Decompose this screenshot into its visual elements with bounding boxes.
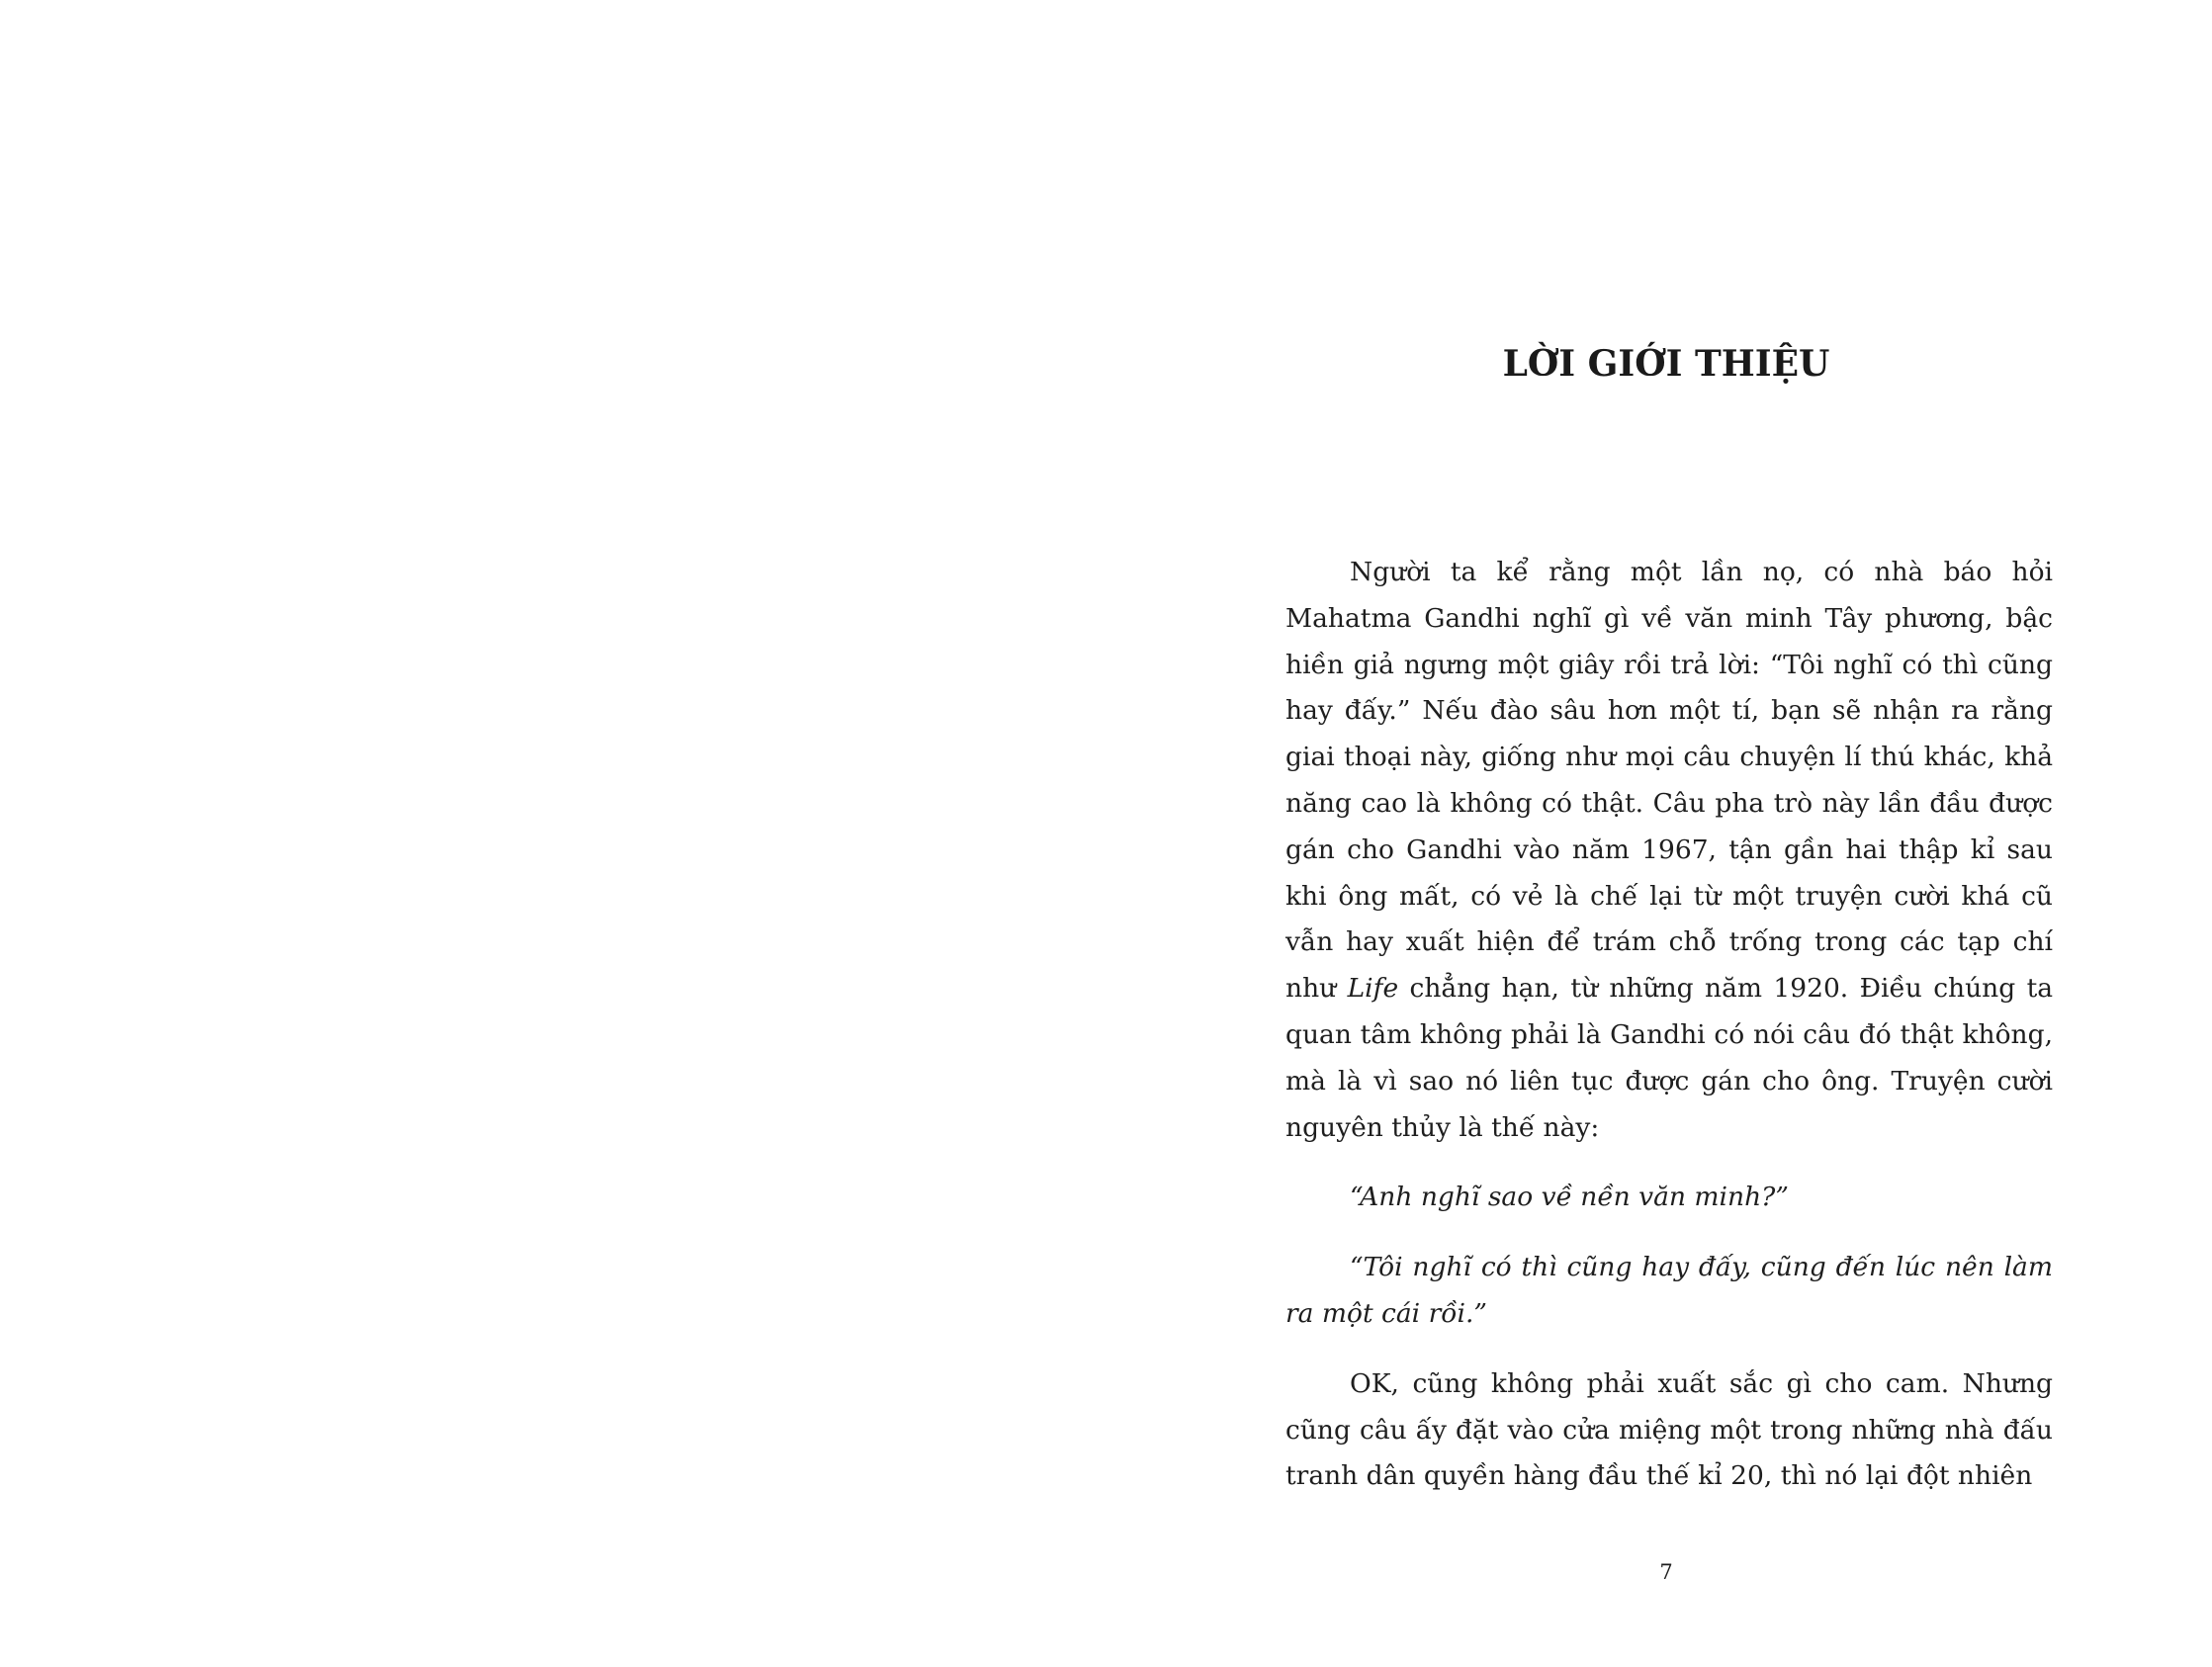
paragraph-intro-text-1: Người ta kể rằng một lần nọ, có nhà báo hỏi Mahatma Gandhi nghĩ gì về văn minh Tây phương, bậc hiền giả ngưng một giây rồi trả lời: “Tôi nghĩ có thì cũng hay đấy.” Nếu đào sâu hơn một tí, bạn sẽ nhận ra rằng giai thoại này, giống như mọi câu chuyện lí thú khác, khả năng cao là không có thật. Câu pha trò này lần đầu được gán cho Gandhi vào năm 1967, tận gần hai thập kỉ sau khi ông mất, có vẻ là chế lại từ một truyện cười khá cũ vẫn hay xuất hiện để trám chỗ trống trong các tạp chí như (1285, 557, 2053, 1005)
paragraph-intro-text-2: chẳng hạn, từ những năm 1920. Điều chúng ta quan tâm không phải là Gandhi có nói câu đó thật không, mà là vì sao nó liên tục được gán cho ông. Truyện cười nguyên thủy là thế này: (1285, 973, 2054, 1143)
quote-answer (1285, 1245, 2053, 1338)
chapter-title: LỜI GIỚI THIỆU (1502, 343, 1830, 385)
quote-question (1285, 1175, 2053, 1221)
quote-answer-text: “Tôi nghĩ có thì cũng hay đấy, cũng đến lúc nên làm ra một cái rồi.” (1285, 1252, 2053, 1329)
body-text (1285, 550, 2053, 1500)
quote-question-text: “Anh nghĩ sao về nền văn minh?” (1350, 1182, 1789, 1213)
paragraph-intro (1285, 550, 2053, 1151)
page-number: 7 (1659, 1560, 1673, 1584)
magazine-title-life: Life (1347, 973, 1399, 1005)
paragraph-followup: OK, cũng không phải xuất sắc gì cho cam. Nhưng cũng câu ấy đặt vào cửa miệng một trong những nhà đấu tranh dân quyền hàng đầu thế kỉ 20, thì nó lại đột nhiên (1285, 1367, 2053, 1492)
